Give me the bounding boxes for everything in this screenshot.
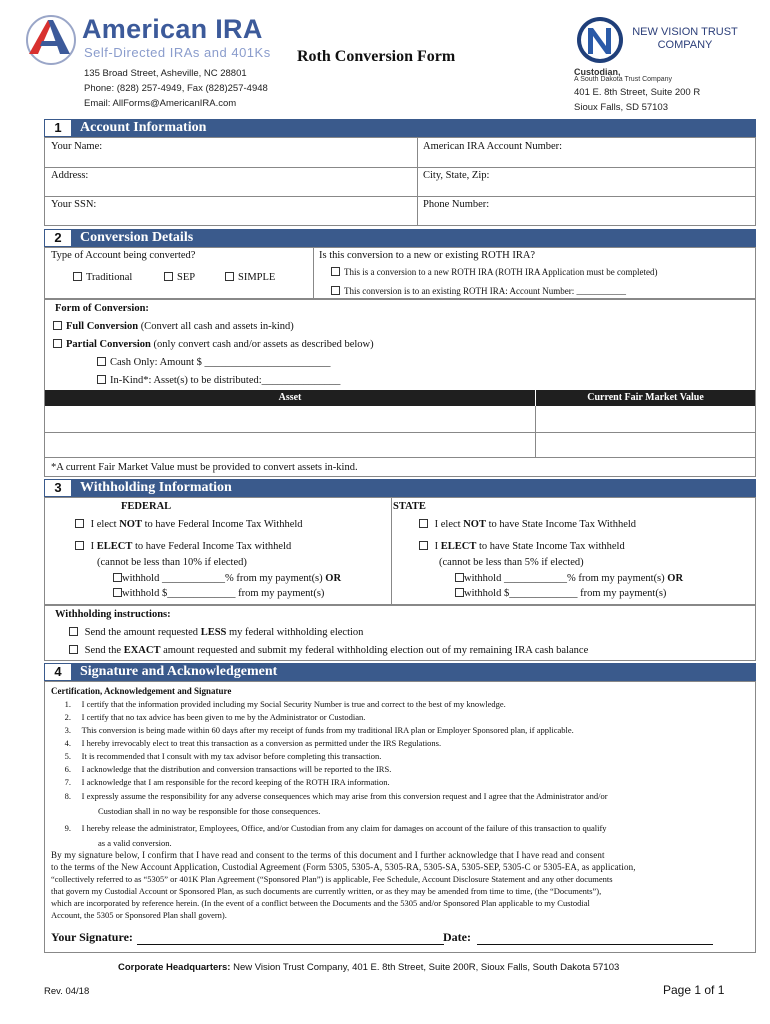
checkbox-icon[interactable] [455,588,464,597]
custodian-name: NEW VISION TRUST COMPANY [632,26,738,51]
signature-line[interactable] [137,944,437,945]
fmv-column-header: Current Fair Market Value [536,390,755,406]
full-conversion-checkbox[interactable]: Full Conversion (Convert all cash and assets in-kind) [53,321,294,332]
brand-name: American IRA [82,14,263,44]
federal-withhold-pct[interactable]: withhold ____________% from my payment(s) OR [113,573,341,584]
cash-only-checkbox[interactable]: Cash Only: Amount $ ________________________ [97,357,331,368]
section-withholding-information: 3 Withholding Information [44,479,756,497]
account-type-question: Type of Account being converted? [51,250,196,261]
page-number: Page 1 of 1 [663,983,725,997]
custodian-address: 401 E. 8th Street, Suite 200 R [574,87,701,98]
section-account-information: 1 Account Information [44,119,756,137]
checkbox-icon[interactable] [113,573,122,582]
custodian-city: Sioux Falls, SD 57103 [574,102,668,113]
consent-line-2: to the terms of the New Account Application, Custodial Agreement (Form 5305, 5305-A, 5305-RA, 5305-SA, 5305-SEP, 5305-C or 5305-EA, as application, [51,862,636,872]
partial-conversion-checkbox[interactable]: Partial Conversion (only convert cash and/or assets as described below) [53,339,374,350]
asset-table [45,390,755,458]
in-kind-checkbox[interactable]: In-Kind*: Asset(s) to be distributed:_______________ [97,375,340,386]
checkbox-icon[interactable] [97,357,106,366]
type-simple-checkbox[interactable]: SIMPLE [225,272,275,283]
ssn-field[interactable]: Your SSN: [51,199,97,210]
send-exact-checkbox[interactable]: Send the EXACT amount requested and submit my federal withholding election out of my remaining IRA cash balance [69,645,588,656]
fmv-footnote: *A current Fair Market Value must be provided to convert assets in-kind. [51,462,358,473]
city-state-zip-field[interactable]: City, State, Zip: [423,170,490,181]
state-not-checkbox[interactable]: I elect NOT to have State Income Tax Withheld [419,519,636,530]
account-number-field[interactable]: American IRA Account Number: [423,141,563,152]
checkbox-icon[interactable] [419,541,428,550]
state-elect-checkbox[interactable]: I ELECT to have State Income Tax withheld [419,541,625,552]
federal-heading: FEDERAL [121,501,172,512]
consent-line-6: Account, the 5305 or Sponsored Plan shall govern). [51,910,227,920]
checkbox-icon[interactable] [97,375,106,384]
type-traditional-checkbox[interactable]: Traditional [73,272,132,283]
checkbox-icon[interactable] [53,321,62,330]
account-info-grid [44,137,756,226]
company-address: 135 Broad Street, Asheville, NC 28801 [84,68,247,79]
conversion-type-box [44,247,756,299]
cert-item-7: 7. I acknowledge that I am responsible for the record keeping of the ROTH IRA information. [64,777,390,787]
federal-not-checkbox[interactable]: I elect NOT to have Federal Income Tax Withheld [75,519,303,530]
checkbox-icon[interactable] [73,272,82,281]
roth-new-checkbox[interactable]: This is a conversion to a new ROTH IRA (ROTH IRA Application must be completed) [331,267,657,277]
cert-item-8: 8. I expressly assume the responsibility for any adverse consequences which may arise from this conversion request and I agree that the Administrator and/or [64,791,608,801]
consent-line-4: that govern my Custodial Account or Sponsored Plan, as such documents are currently written, or as they may be amended from time to time, (the “Documents”), [51,886,602,896]
company-phone: Phone: (828) 257-4949, Fax (828)257-4948 [84,83,268,94]
withholding-instructions-heading: Withholding instructions: [55,609,171,620]
asset-cell-1[interactable] [47,408,533,430]
section-conversion-details: 2 Conversion Details [44,229,756,247]
address-field[interactable]: Address: [51,170,89,181]
checkbox-icon[interactable] [331,286,340,295]
consent-line-3: “collectively referred to as “5305” or 401K Plan Agreement (“Sponsored Plan”) is applicable, Fee Schedule, Account Disclosure Statement and any other documents [51,874,613,884]
consent-line-5: which are incorporated by reference herein. (In the event of a conflict between the Documents and the 5305 and/or Sponsored Plan applicable to my Custodial [51,898,590,908]
withholding-box [44,497,756,605]
corporate-headquarters: Corporate Headquarters: New Vision Trust Company, 401 E. 8th Street, Suite 200R, Sioux Falls, South Dakota 57103 [118,962,620,973]
cert-item-2: 2. I certify that no tax advice has been given to me by the Administrator or Custodian. [64,712,366,722]
state-withhold-amt[interactable]: withhold $_____________ from my payment(s) [455,588,666,599]
send-less-checkbox[interactable]: Send the amount requested LESS my federal withholding election [69,627,363,638]
phone-number-field[interactable]: Phone Number: [423,199,490,210]
cert-item-6: 6. I acknowledge that the distribution and conversion transactions will be reported to the IRS. [64,764,392,774]
company-email: Email: AllForms@AmericanIRA.com [84,98,237,109]
checkbox-icon[interactable] [455,573,464,582]
date-line[interactable] [477,944,713,945]
roth-question: Is this conversion to a new or existing ROTH IRA? [319,250,536,261]
state-limit: (cannot be less than 5% if elected) [439,557,584,568]
cert-item-8-cont: Custodian shall in no way be responsible for those consequences. [98,806,321,816]
custodian-sub: A South Dakota Trust Company [574,76,673,83]
federal-withhold-amt[interactable]: withhold $_____________ from my payment(s) [113,588,324,599]
checkbox-icon[interactable] [53,339,62,348]
form-title: Roth Conversion Form [297,48,456,65]
date-label: Date: [443,930,471,944]
new-vision-logo-icon [574,14,630,66]
federal-elect-checkbox[interactable]: I ELECT to have Federal Income Tax withheld [75,541,291,552]
fmv-cell-1[interactable] [538,408,753,430]
custodian-label: Custodian, [574,67,621,77]
state-withhold-pct[interactable]: withhold ____________% from my payment(s) OR [455,573,683,584]
cert-item-5: 5. It is recommended that I consult with my tax advisor before completing this transaction. [64,751,382,761]
consent-line-1: By my signature below, I confirm that I have read and consent to the terms of this document and I further acknowledge that I have read and consent [51,850,605,860]
cert-item-9: 9. I hereby release the administrator, Employees, Office, and/or Custodian from any claim for damages on account of the failure of this transaction to qualify [64,823,607,833]
state-heading: STATE [393,501,426,512]
cert-item-4: 4. I hereby irrevocably elect to treat this transaction as a conversion as permitted under the IRS Regulations. [64,738,442,748]
cert-item-1: 1. I certify that the information provided including my Social Security Number is true and correct to the best of my knowledge. [64,699,506,709]
section-signature-acknowledgement: 4 Signature and Acknowledgement [44,663,756,681]
roth-existing-checkbox[interactable]: This conversion is to an existing ROTH IRA: Account Number: ___________ [331,286,626,296]
asset-cell-2[interactable] [47,434,533,456]
checkbox-icon[interactable] [225,272,234,281]
american-ira-logo-icon [24,14,78,66]
checkbox-icon[interactable] [331,267,340,276]
revision-label: Rev. 04/18 [44,986,90,997]
checkbox-icon[interactable] [69,645,78,654]
withholding-instructions-box [44,605,756,661]
asset-column-header: Asset [45,390,535,406]
checkbox-icon[interactable] [75,541,84,550]
federal-limit: (cannot be less than 10% if elected) [97,557,247,568]
signature-label: Your Signature: [51,930,133,944]
checkbox-icon[interactable] [69,627,78,636]
cert-item-9-cont: as a valid conversion. [98,838,172,848]
brand-tagline: Self-Directed IRAs and 401Ks [84,45,271,60]
fmv-cell-2[interactable] [538,434,753,456]
certification-heading: Certification, Acknowledgement and Signature [51,686,232,696]
your-name-field[interactable]: Your Name: [51,141,103,152]
form-of-conversion-box [44,299,756,477]
cert-item-3: 3. This conversion is being made within 60 days after my receipt of funds from my traditional IRA plan or Employer Sponsored plan, if applicable. [64,725,574,735]
checkbox-icon[interactable] [419,519,428,528]
signature-box [44,681,756,953]
form-of-conversion-heading: Form of Conversion: [55,303,149,314]
type-sep-checkbox[interactable]: SEP [164,272,195,283]
checkbox-icon[interactable] [113,588,122,597]
checkbox-icon[interactable] [75,519,84,528]
checkbox-icon[interactable] [164,272,173,281]
